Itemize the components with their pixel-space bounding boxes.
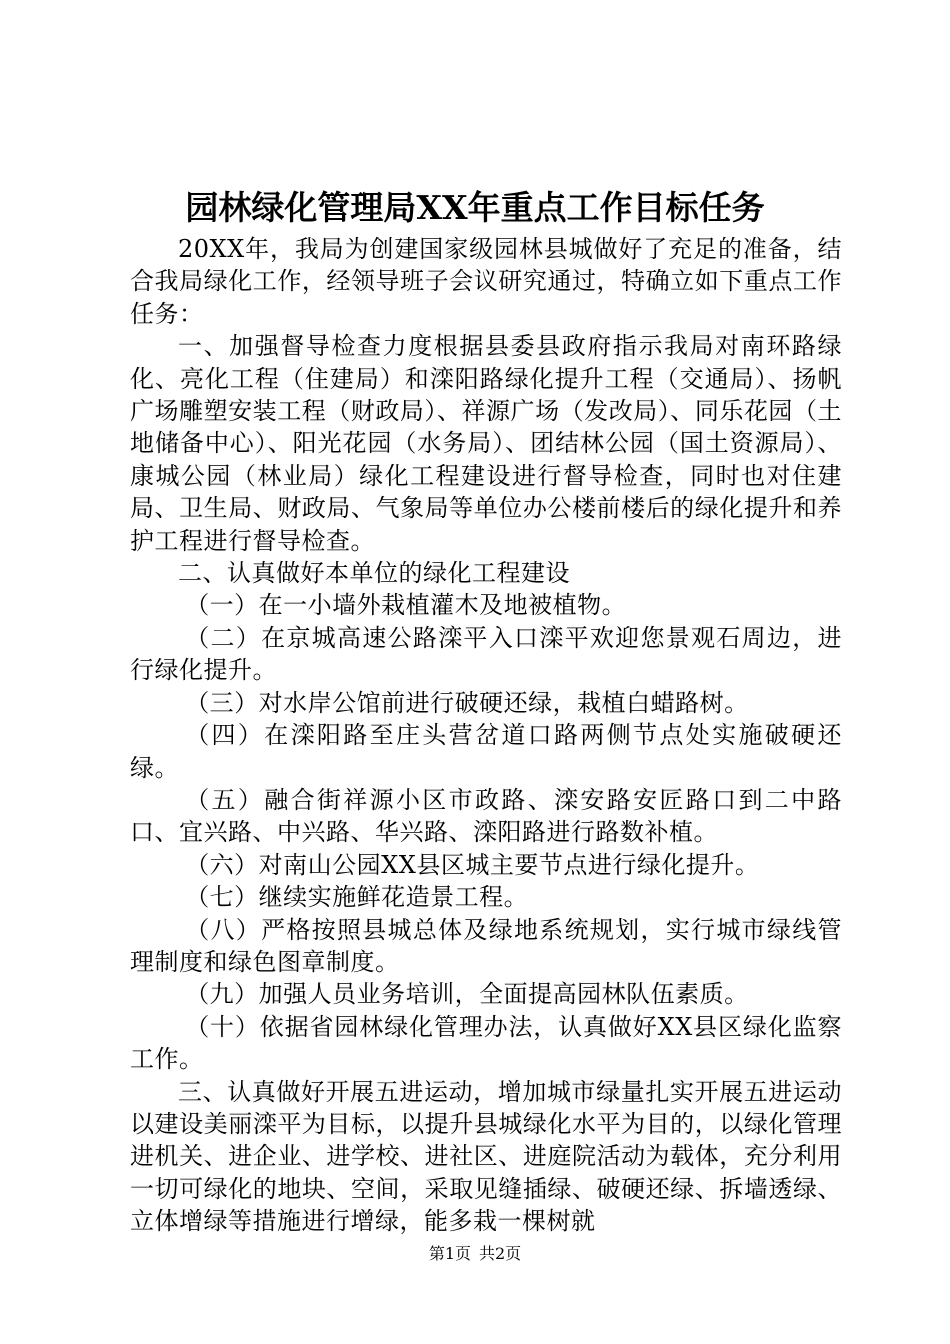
list-item: （三）对水岸公馆前进行破硬还绿，栽植白蜡路树。 xyxy=(185,688,749,717)
list-item: （四）在滦阳路至庄头营岔道口路两侧节点处实施破硬还绿。 xyxy=(130,721,842,782)
list-item: （九）加强人员业务培训，全面提高园林队伍素质。 xyxy=(185,980,749,1009)
list-item: （五）融合街祥源小区市政路、滦安路安匠路口到二中路口、宜兴路、中兴路、华兴路、滦阳路进行路数补植。 xyxy=(130,785,842,847)
list-item: （一）在一小墙外栽植灌木及地被植物。 xyxy=(185,591,627,620)
section-2-heading: 二、认真做好本单位的绿化工程建设 xyxy=(178,559,570,588)
intro-paragraph: 20XX年，我局为创建国家级园林县城做好了充足的准备，结合我局绿化工作，经领导班子会议研究通过，特确立如下重点工作任务： xyxy=(130,235,842,328)
page-footer xyxy=(0,1243,950,1265)
section-1-paragraph: 一、加强督导检查力度根据县委县政府指示我局对南环路绿化、亮化工程（住建局）和滦阳路绿化提升工程（交通局）、扬帆广场雕塑安装工程（财政局）、祥源广场（发改局）、同乐花园（土地储备中心）、阳光花园（水务局）、团结林公园（国土资源局）、康城公园（林业局）绿化工程建设进行督导检查，同时也对住建局、卫生局、财政局、气象局等单位办公楼前楼后的绿化提升和养护工程进行督导检查。 xyxy=(130,332,842,555)
list-item: （十）依据省园林绿化管理办法，认真做好XX县区绿化监察工作。 xyxy=(130,1012,842,1074)
list-item: （六）对南山公园XX县区城主要节点进行绿化提升。 xyxy=(185,850,760,879)
page-number: 第1页 xyxy=(428,1244,471,1263)
document-title: 园林绿化管理局XX年重点工作目标任务 xyxy=(185,188,765,227)
list-item: （二）在京城高速公路滦平入口滦平欢迎您景观石周边，进行绿化提升。 xyxy=(130,623,842,685)
section-3-paragraph: 三、认真做好开展五进运动，增加城市绿量扎实开展五进运动以建设美丽滦平为目标，以提升县城绿化水平为目的，以绿化管理进机关、进企业、进学校、进社区、进庭院活动为载体，充分利用一切可绿化的地块、空间，采取见缝插绿、破硬还绿、拆墙透绿、立体增绿等措施进行增绿，能多栽一棵树就 xyxy=(130,1077,842,1236)
page-total: 共2页 xyxy=(479,1244,522,1263)
list-item: （七）继续实施鲜花造景工程。 xyxy=(185,883,529,912)
document-body xyxy=(130,233,842,1238)
list-item: （八）严格按照县城总体及绿地系统规划，实行城市绿线管理制度和绿色图章制度。 xyxy=(130,915,842,976)
